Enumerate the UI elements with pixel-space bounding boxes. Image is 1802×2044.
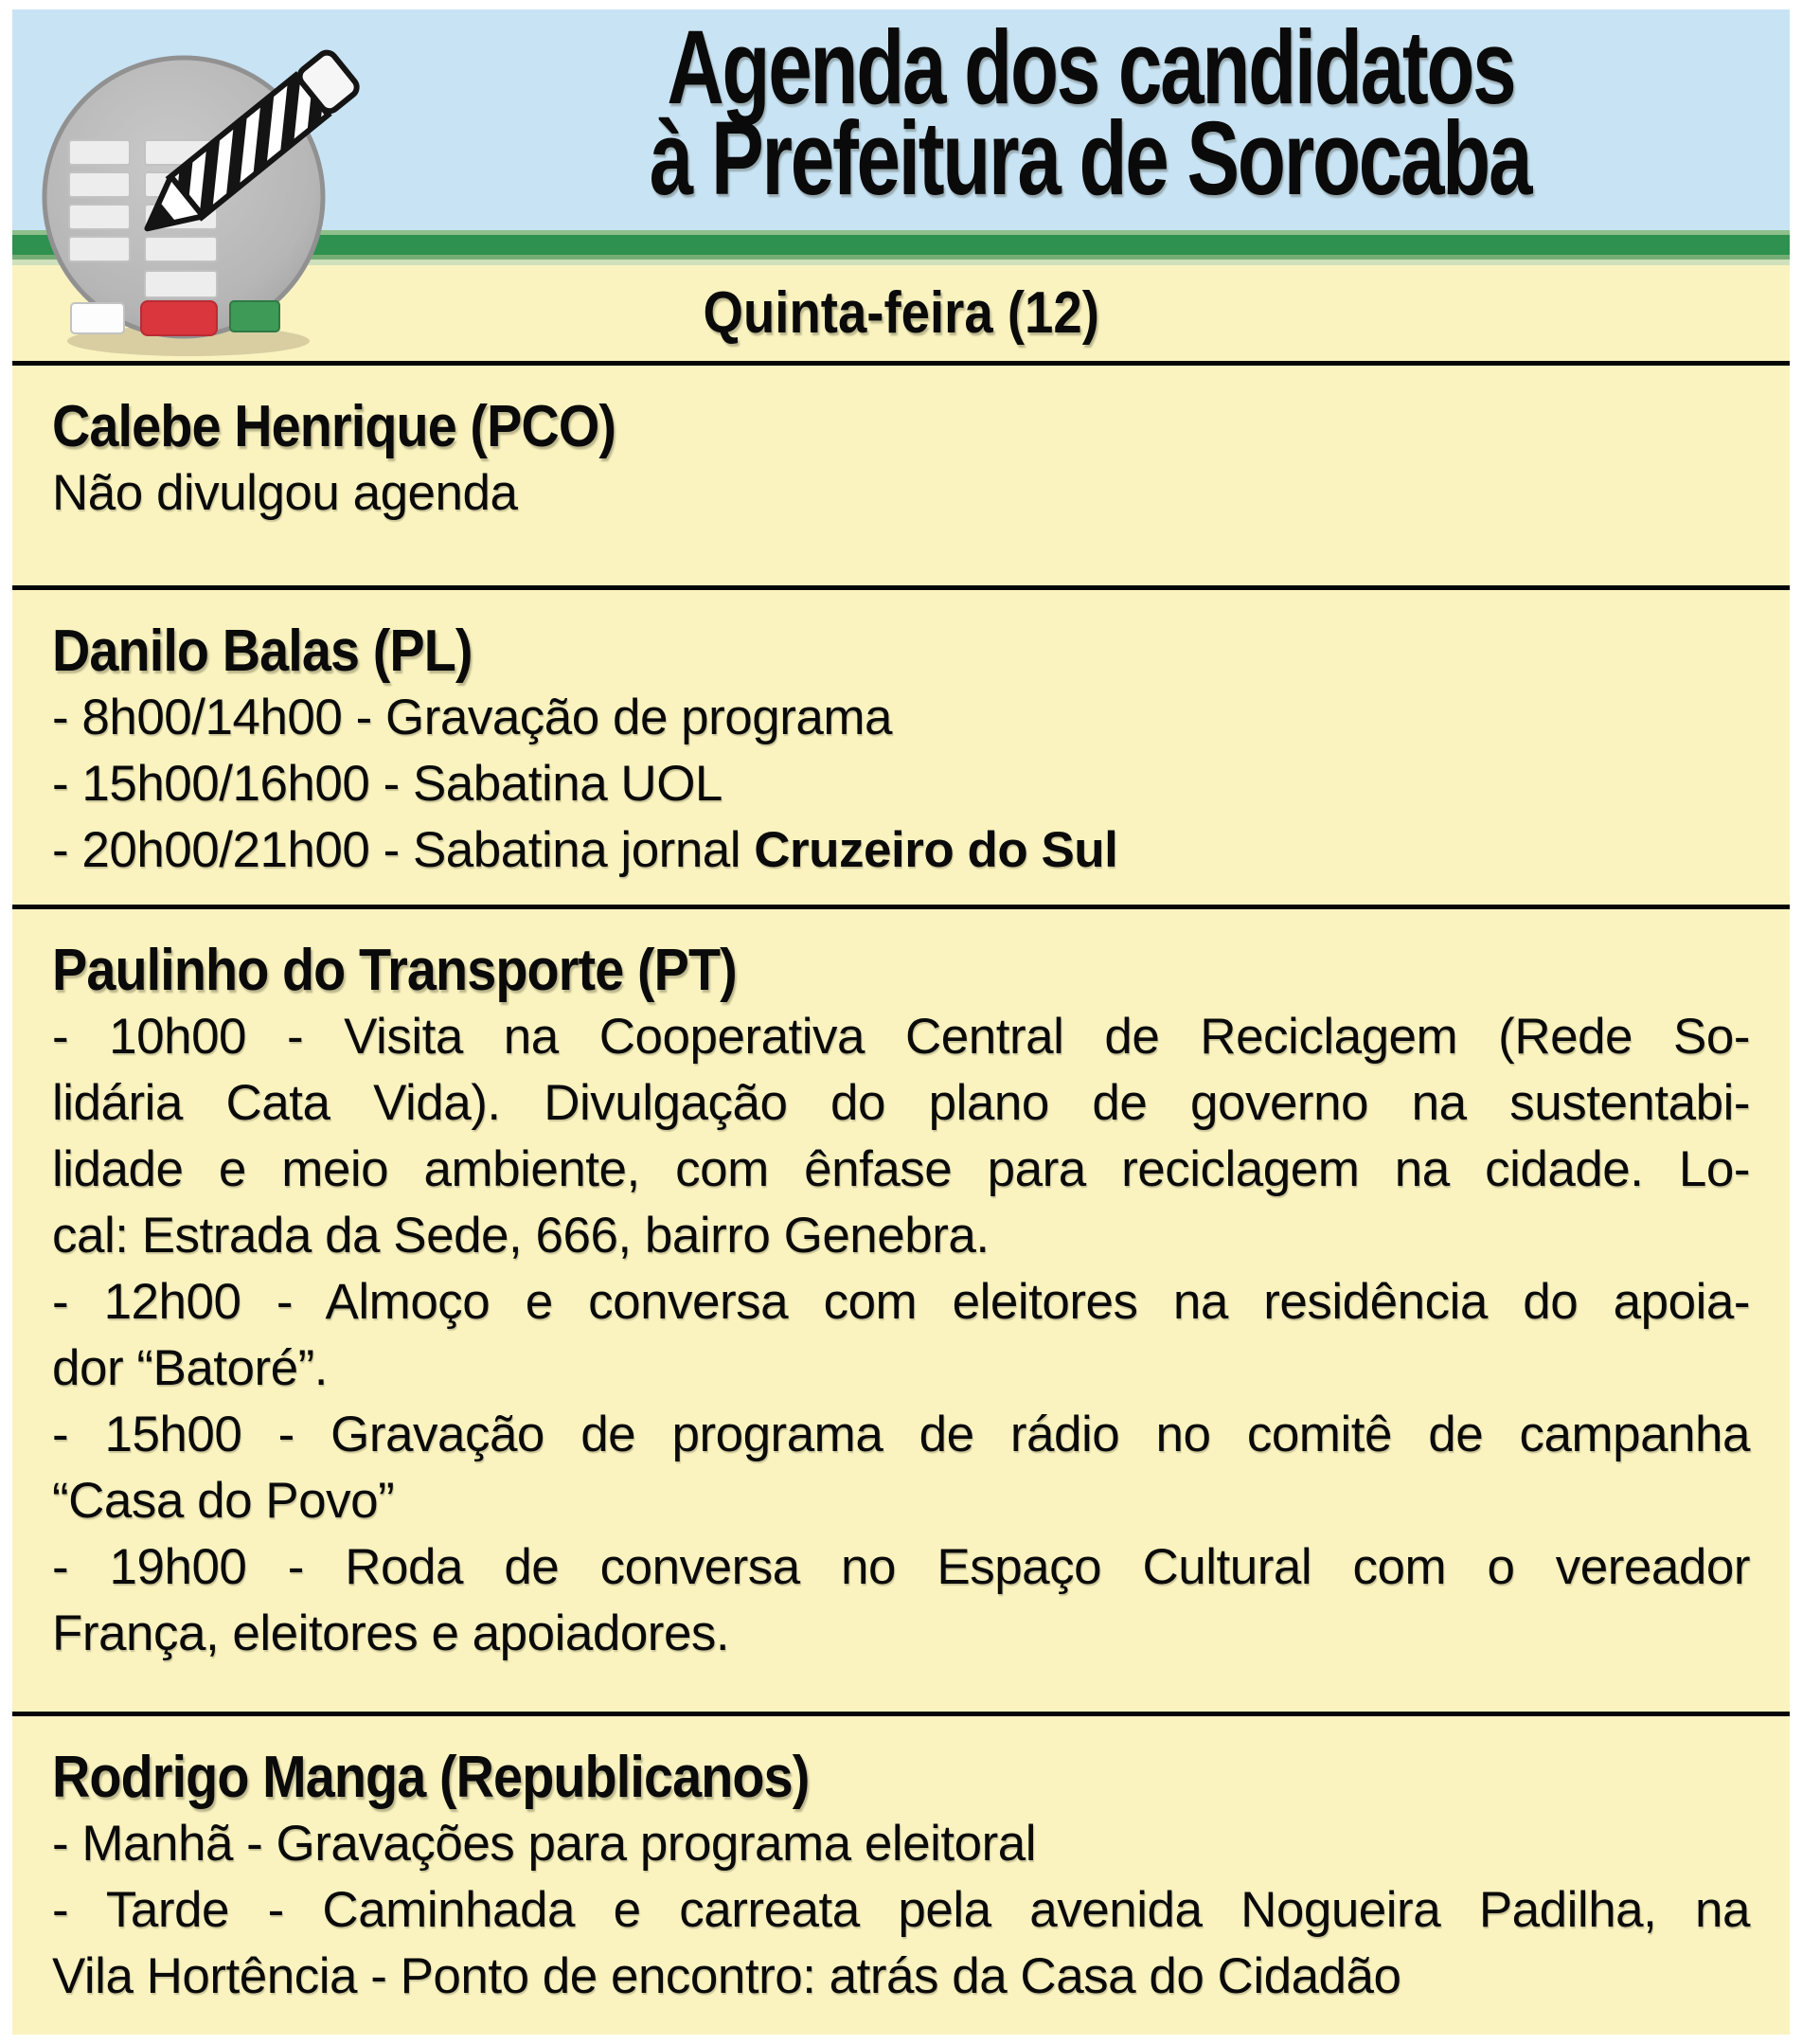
- candidate-name-heading: Rodrigo Manga (Republicanos): [52, 1745, 810, 1810]
- agenda-line: - 19h00 - Roda de conversa no Espaço Cultural com o vereador: [52, 1539, 1750, 1595]
- infographic-page: [12, 9, 1790, 2035]
- green-stripe: [12, 230, 1790, 265]
- day-header: Quinta-feira (12): [12, 265, 1790, 366]
- title-line-2: à Prefeitura de Sorocaba: [650, 100, 1531, 217]
- agenda-line: - 20h00/21h00 - Sabatina jornal Cruzeiro do Sul: [52, 822, 1118, 878]
- agenda-line: - Manhã - Gravações para programa eleitoral: [52, 1816, 1036, 1872]
- agenda-body: [12, 265, 1790, 2035]
- agenda-line: cal: Estrada da Sede, 666, bairro Genebra.: [52, 1208, 990, 1264]
- candidate-section-danilo: [12, 585, 1790, 905]
- candidate-name-heading: Calebe Henrique (PCO): [52, 394, 616, 459]
- agenda-line: - 15h00 - Gravação de programa de rádio no comitê de campanha: [52, 1407, 1750, 1462]
- agenda-line: - Tarde - Caminhada e carreata pela avenida Nogueira Padilha, na: [52, 1882, 1750, 1938]
- candidate-section-paulinho: [12, 905, 1790, 1712]
- agenda-line: - 10h00 - Visita na Cooperativa Central de Reciclagem (Rede So-: [52, 1009, 1750, 1065]
- agenda-line: lidade e meio ambiente, com ênfase para reciclagem na cidade. Lo-: [52, 1141, 1750, 1197]
- candidate-section-rodrigo: [12, 1712, 1790, 2030]
- candidate-name-heading: Paulinho do Transporte (PT): [52, 938, 737, 1003]
- agenda-line: - 15h00/16h00 - Sabatina UOL: [52, 756, 723, 812]
- agenda-line: - 8h00/14h00 - Gravação de programa: [52, 690, 892, 745]
- agenda-line: França, eleitores e apoiadores.: [52, 1605, 730, 1661]
- title-line-1: Agenda dos candidatos: [666, 9, 1515, 126]
- candidate-section-calebe: [12, 366, 1790, 585]
- page-title: [12, 9, 1790, 217]
- agenda-line: “Casa do Povo”: [52, 1473, 395, 1529]
- agenda-line: lidária Cata Vida). Divulgação do plano de governo na sustentabi-: [52, 1075, 1750, 1131]
- title-band: [12, 9, 1790, 230]
- agenda-line: dor “Batoré”.: [52, 1340, 329, 1396]
- candidate-name-heading: Danilo Balas (PL): [52, 619, 473, 684]
- agenda-line: Não divulgou agenda: [52, 465, 518, 521]
- agenda-line: Vila Hortência - Ponto de encontro: atrás da Casa do Cidadão: [52, 1948, 1401, 2004]
- bold-newspaper-name: Cruzeiro do Sul: [754, 822, 1118, 878]
- agenda-line: - 12h00 - Almoço e conversa com eleitores na residência do apoia-: [52, 1274, 1750, 1330]
